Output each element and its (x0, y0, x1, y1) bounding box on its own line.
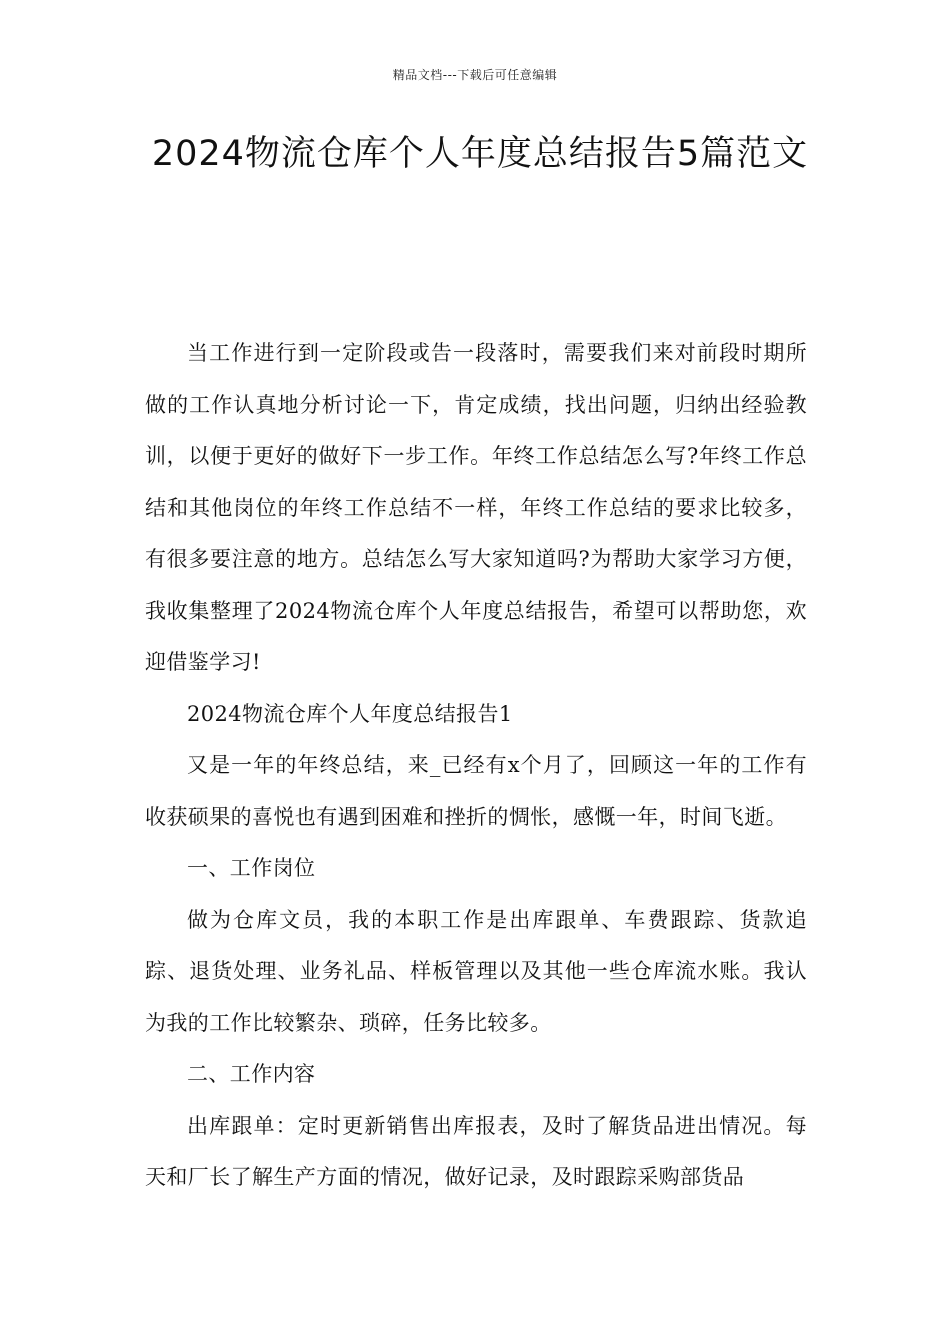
report-subtitle: 2024物流仓库个人年度总结报告1 (187, 701, 513, 726)
intro-paragraph: 当工作进行到一定阶段或告一段落时，需要我们来对前段时期所做的工作认真地分析讨论一下，肯定成绩，找出问题，归纳出经验教训，以便于更好的做好下一步工作。年终工作总结怎么写?年终工作总结和其他岗位的年终工作总结不一样，年终工作总结的要求比较多，有很多要注意的地方。总结怎么写大家知道吗?为帮助大家学习方便，我收集整理了2024物流仓库个人年度总结报告，希望可以帮助您，欢迎借鉴学习! (145, 341, 807, 674)
section-heading-job-position: 一、工作岗位 (187, 856, 316, 880)
body-paragraph: 做为仓库文员，我的本职工作是出库跟单、车费跟踪、货款追踪、退货处理、业务礼品、样板管理以及其他一些仓库流水账。我认为我的工作比较繁杂、琐碎，任务比较多。 (145, 907, 807, 1035)
body-paragraph: 出库跟单：定时更新销售出库报表，及时了解货品进出情况。每天和厂长了解生产方面的情况，做好记录，及时跟踪采购部货品 (145, 1113, 807, 1189)
document-title: 2024物流仓库个人年度总结报告5篇范文 (151, 134, 809, 174)
page-header: 精品文档---下载后可任意编辑 (392, 68, 558, 82)
section-heading-job-content: 二、工作内容 (187, 1062, 316, 1086)
document-body (145, 328, 807, 1204)
body-paragraph: 又是一年的年终总结，来_已经有x个月了，回顾这一年的工作有收获硕果的喜悦也有遇到困难和挫折的惆怅，感慨一年，时间飞逝。 (145, 753, 807, 829)
